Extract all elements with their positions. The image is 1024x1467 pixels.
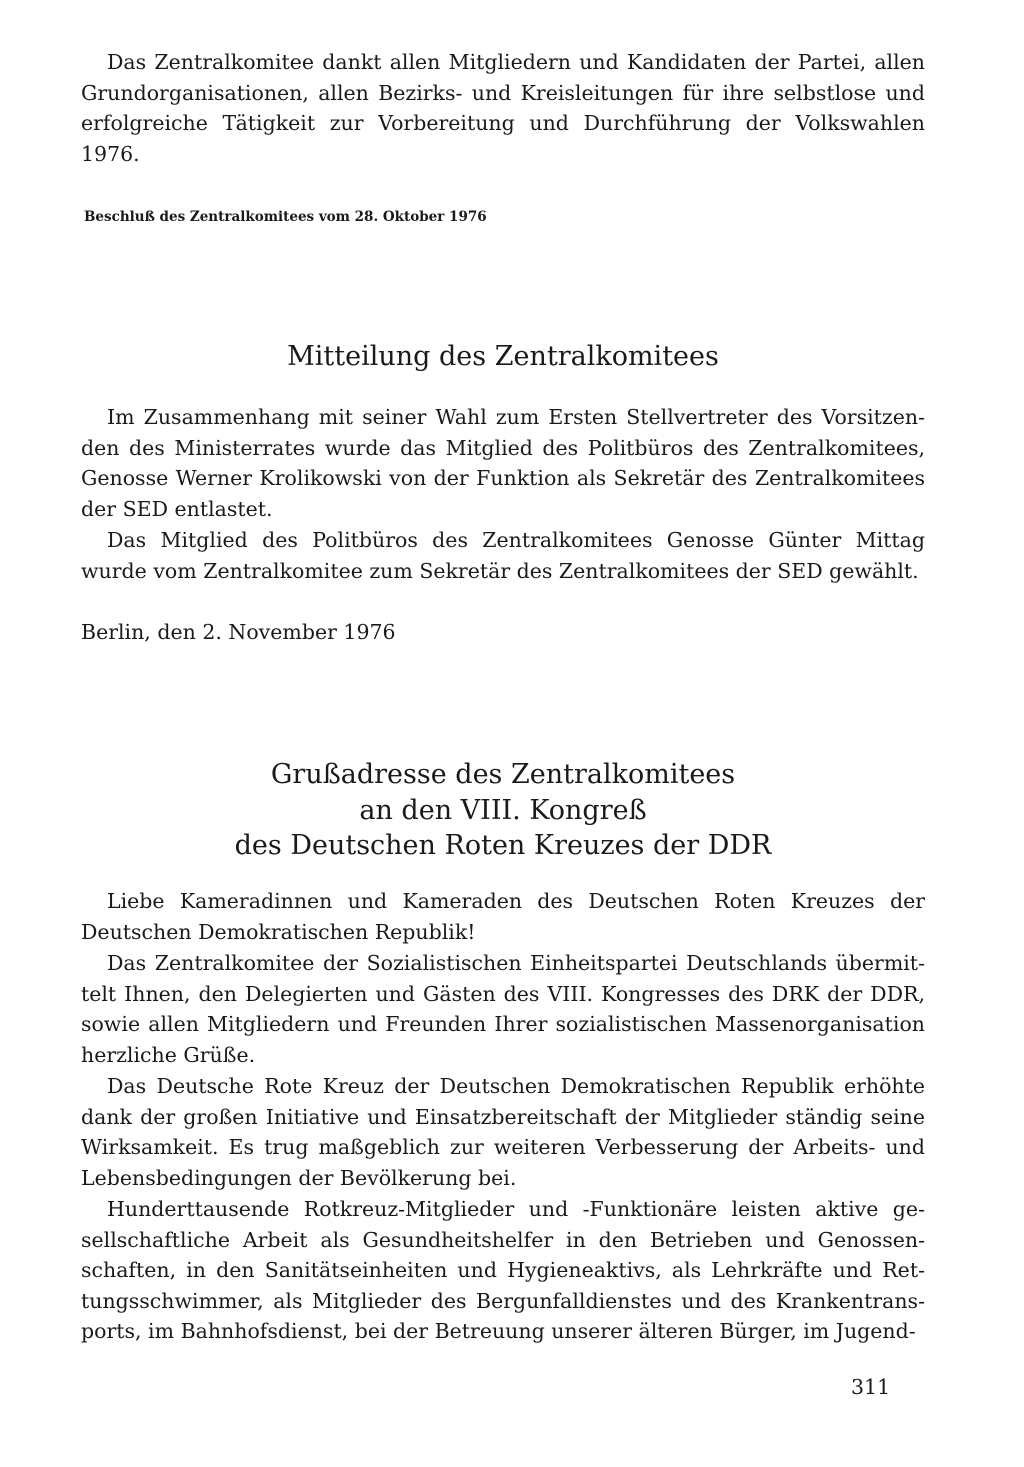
section-2-title-line-3: des Deutschen Roten Kreuzes der DDR: [234, 830, 772, 861]
section-2-title-line-1: Grußadresse des Zentralkomitees: [270, 759, 736, 790]
section-2-salutation: Liebe Kameradinnen und Kameraden des Deutschen Roten Kreuzes der Deutschen Demokratischen Republik!: [81, 889, 925, 944]
section-2-paragraph-2: Das Deutsche Rote Kreuz der Deutschen Demokratischen Republik erhöhte dank der großen Initiative und Einsatzbereitschaft der Mitglieder ständig seine Wirksamkeit. Es trug maßgeblich zur weiteren Verbesserung der Arbeits- und Lebensbedingungen der Bevölkerung bei.: [81, 1074, 925, 1190]
section-1-title: Mitteilung des Zentralkomitees: [287, 341, 719, 372]
section-1-paragraph-1: Im Zusammenhang mit seiner Wahl zum Ersten Stellvertreter des Vorsitzenden des Ministerrates wurde das Mitglied des Politbüros des Zentralkomitees, Genosse Werner Krolikowski von der Funktion als Sekretär des Zentralkomitees der SED entlastet.: [81, 405, 925, 521]
section-1-paragraph-2: Das Mitglied des Politbüros des Zentralkomitees Genosse Günter Mittag wurde vom Zentralkomitee zum Sekretär des Zentralkomitees der SED gewählt.: [81, 528, 925, 583]
page-number: 311: [851, 1375, 891, 1399]
place-date: Berlin, den 2. November 1976: [81, 620, 396, 644]
section-2-paragraph-1: Das Zentralkomitee der Sozialistischen Einheitspartei Deutschlands übermittelt Ihnen, den Delegierten und Gästen des VIII. Kongresses des DRK der DDR, sowie allen Mitgliedern und Freunden Ihrer sozialistischen Massenorganisation herzliche Grüße.: [81, 951, 925, 1067]
resolution-note: Beschluß des Zentralkomitees vom 28. Oktober 1976: [84, 209, 487, 225]
section-2-paragraph-3: Hunderttausende Rotkreuz-Mitglieder und -Funktionäre leisten aktive gesellschaftliche Arbeit als Gesundheitshelfer in den Betrieben und Genossenschaften, in den Sanitätseinheiten und Hygieneaktivs, als Lehrkräfte und Rettungsschwimmer, als Mitglieder des Bergunfalldienstes und des Krankentransports, im Bahnhofsdienst, bei der Betreuung unserer älteren Bürger, im Jugend-: [81, 1197, 925, 1344]
closing-paragraph: Das Zentralkomitee dankt allen Mitgliedern und Kandidaten der Partei, allen Grundorganisationen, allen Bezirks- und Kreisleitungen für ihre selbstlose und erfolgreiche Tätigkeit zur Vorbereitung und Durchführung der Volkswahlen 1976.: [81, 50, 925, 166]
section-2-title-line-2: an den VIII. Kongreß: [359, 794, 647, 826]
section-2-title: [81, 757, 925, 864]
